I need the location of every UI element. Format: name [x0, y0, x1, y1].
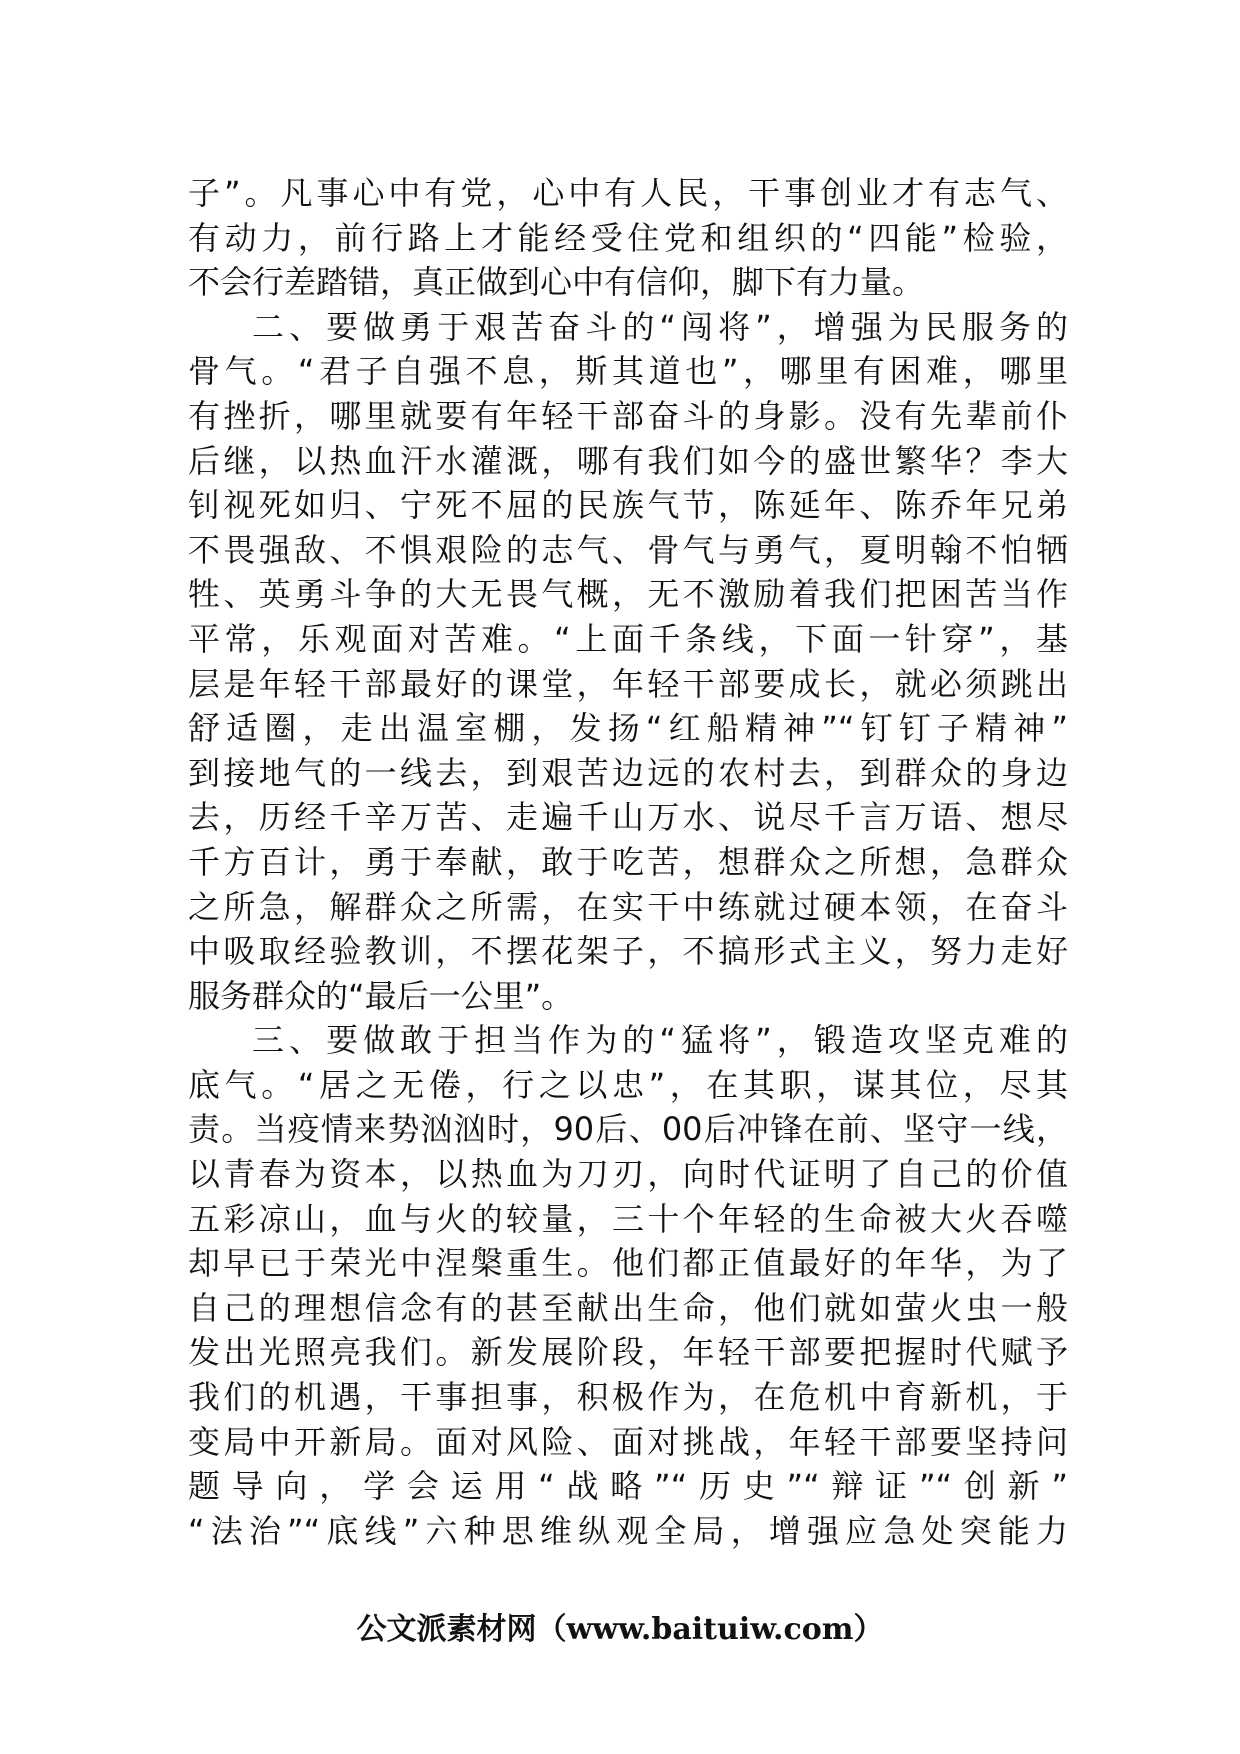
text-line: 之所急，解群众之所需，在实干中练就过硬本领，在奋斗 — [188, 887, 1068, 926]
text-line: 自己的理想信念有的甚至献出生命，他们就如萤火虫一般 — [188, 1288, 1068, 1327]
text-line: 却早已于荣光中涅槃重生。他们都正值最好的年华，为了 — [188, 1244, 1068, 1283]
text-line: 服务群众的“最后一公里”。 — [188, 976, 574, 1015]
text-line: 牲、英勇斗争的大无畏气概，无不激励着我们把困苦当作 — [188, 575, 1068, 614]
text-line: 中吸取经验教训，不摆花架子，不搞形式主义，努力走好 — [188, 932, 1068, 971]
text-line: 有挫折，哪里就要有年轻干部奋斗的身影。没有先辈前仆 — [188, 396, 1068, 435]
text-line: 到接地气的一线去，到艰苦边远的农村去，到群众的身边 — [188, 753, 1068, 792]
text-line: 三、要做敢于担当作为的“猛将”，锻造攻坚克难的 — [252, 1021, 1068, 1060]
text-line: 后继，以热血汗水灌溉，哪有我们如今的盛世繁华？李大 — [188, 441, 1068, 480]
text-line: 底气。“居之无倦，行之以忠”，在其职，谋其位，尽其 — [188, 1065, 1068, 1104]
text-line: 有动力，前行路上才能经受住党和组织的“四能”检验， — [188, 218, 1068, 257]
text-line: 责。当疫情来势汹汹时，90后、00后冲锋在前、坚守一线， — [188, 1110, 1068, 1149]
text-line: 二、要做勇于艰苦奋斗的“闯将”，增强为民服务的 — [252, 307, 1068, 346]
text-line: 不会行差踏错，真正做到心中有信仰，脚下有力量。 — [188, 263, 925, 302]
text-line: 发出光照亮我们。新发展阶段，年轻干部要把握时代赋予 — [188, 1333, 1068, 1372]
text-line: 变局中开新局。面对风险、面对挑战，年轻干部要坚持问 — [188, 1422, 1068, 1461]
text-line: 钊视死如归、宁死不屈的民族气节，陈延年、陈乔年兄弟 — [188, 486, 1068, 525]
text-line: 舒适圈，走出温室棚，发扬“红船精神”“钉钉子精神” — [188, 709, 1068, 748]
document-body — [188, 171, 1068, 1553]
text-line: 子”。凡事心中有党，心中有人民，干事创业才有志气、 — [188, 174, 1068, 212]
text-line: 平常，乐观面对苦难。“上面千条线，下面一针穿”，基 — [188, 619, 1068, 658]
text-line: 我们的机遇，干事担事，积极作为，在危机中育新机，于 — [188, 1378, 1068, 1417]
text-line: “法治”“底线”六种思维纵观全局，增强应急处突能力 — [188, 1511, 1068, 1550]
text-line: 千方百计，勇于奉献，敢于吃苦，想群众之所想，急群众 — [188, 842, 1068, 881]
text-line: 题导向，学会运用“战略”“历史”“辩证”“创新” — [188, 1467, 1068, 1506]
text-line: 五彩凉山，血与火的较量，三十个年轻的生命被大火吞噬 — [188, 1199, 1068, 1238]
text-line: 骨气。“君子自强不息，斯其道也”，哪里有困难，哪里 — [188, 352, 1068, 391]
text-line: 层是年轻干部最好的课堂，年轻干部要成长，就必须跳出 — [188, 664, 1068, 703]
text-line: 以青春为资本，以热血为刀刃，向时代证明了自己的价值 — [188, 1155, 1068, 1194]
footer-watermark: 公文派素材网（www.baituiw.com） — [356, 1612, 884, 1647]
text-line: 不畏强敌、不惧艰险的志气、骨气与勇气，夏明翰不怕牺 — [188, 530, 1068, 569]
text-line: 去，历经千辛万苦、走遍千山万水、说尽千言万语、想尽 — [188, 798, 1068, 837]
